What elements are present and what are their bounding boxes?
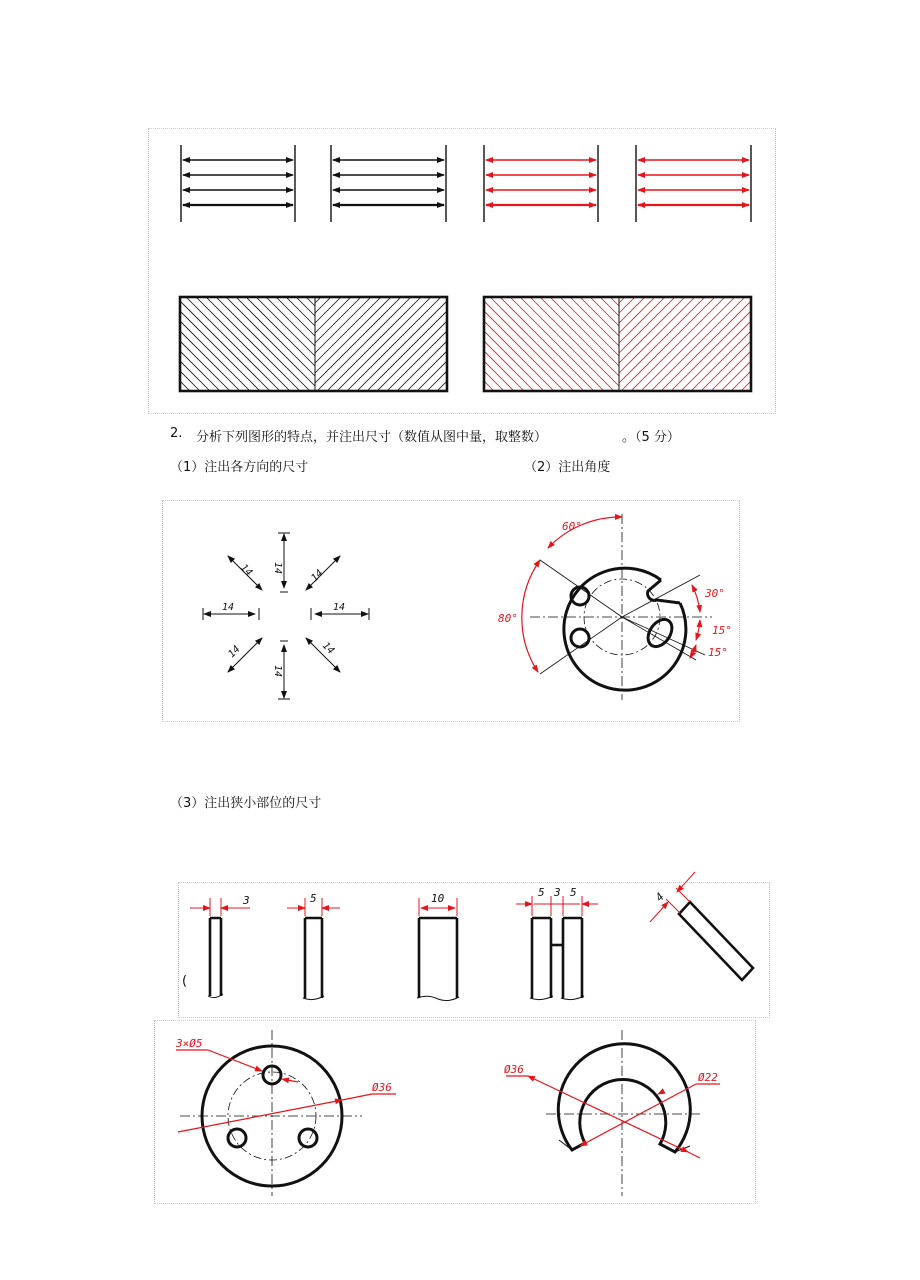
hatch-line (315, 297, 381, 363)
hatch-line (315, 297, 341, 323)
hatch-line (510, 297, 604, 391)
hatch-line (500, 297, 594, 391)
disk-label-holes: 3×Ø5 (176, 1037, 203, 1050)
hatch-line (357, 297, 451, 391)
hatch-line (701, 297, 795, 391)
stray-paren: ( (182, 974, 188, 989)
arrow-group-4 (636, 145, 751, 222)
subquestion-3: （3）注出狭小部位的尺寸 (170, 796, 322, 811)
hatch-rect-right (390, 297, 845, 391)
hatch-line (317, 297, 411, 391)
hatch-line (387, 297, 481, 391)
hatch-line (450, 297, 544, 391)
narrow-label-b: 5 (310, 892, 317, 905)
question-number: 2. (170, 426, 183, 441)
subquestion-1: （1）注出各方向的尺寸 (170, 460, 309, 475)
hatch-line (530, 297, 619, 386)
fig-narrow-labels (242, 886, 667, 907)
hatch-line (520, 297, 614, 391)
hatch-line (681, 297, 775, 391)
hatch-line (216, 297, 310, 391)
question-text: 分析下列图形的特点，并注出尺寸（数值从图中量，取整数） (196, 430, 548, 445)
radial-label-br: 14 (319, 640, 337, 657)
hatch-line (266, 297, 315, 346)
hatch-line (96, 297, 190, 391)
hatch-line (460, 297, 554, 391)
narrow-label-e: 4 (652, 890, 667, 905)
hatch-line (146, 297, 240, 391)
radial-label-bl: 14 (226, 643, 243, 661)
hatch-line (327, 297, 421, 391)
hatch-line (246, 297, 315, 366)
arrow-group-1 (181, 145, 295, 222)
hatch-line (176, 297, 270, 391)
arrow-group-3 (484, 145, 598, 222)
radial-label-tl: 14 (237, 562, 255, 579)
hatch-line (600, 297, 619, 316)
hatch-line (661, 297, 755, 391)
hatch-line (106, 297, 200, 391)
hatch-line (440, 297, 534, 391)
hatch-line (306, 297, 315, 306)
hatch-line (741, 297, 835, 391)
narrow-label-a: 3 (243, 894, 250, 907)
hatch-line (631, 297, 725, 391)
radial-label-bottom: 14 (272, 665, 283, 678)
hatch-line (276, 297, 315, 336)
hatch-line (126, 297, 220, 391)
hatch-line (256, 297, 315, 356)
hatch-line (621, 297, 715, 391)
hatch-line (315, 297, 391, 373)
hatch-line (721, 297, 815, 391)
hatch-line (550, 297, 619, 366)
hatch-line (315, 297, 351, 333)
hatch-line (619, 297, 685, 363)
hatch-line (751, 297, 845, 391)
fig-open-ring (506, 1030, 720, 1196)
narrow-label-d3: 5 (570, 886, 577, 899)
hatch-line (480, 297, 574, 391)
hatch-line (236, 297, 315, 376)
angle-label-left: 80° (498, 612, 518, 625)
hatch-line (619, 297, 655, 333)
hatch-line (731, 297, 825, 391)
hatch-line (619, 297, 645, 323)
hatch-line (490, 297, 584, 391)
hatch-line (315, 297, 361, 343)
question-score: 。（5 分） (622, 430, 680, 445)
hatch-line (540, 297, 619, 376)
angle-label-top: 60° (562, 520, 582, 533)
fig-disk-holes (176, 1030, 396, 1196)
hatch-line (156, 297, 250, 391)
hatch-line (570, 297, 619, 346)
hatch-line (397, 297, 491, 391)
hatch-line (711, 297, 805, 391)
narrow-label-c: 10 (431, 892, 445, 905)
ring-label-outer: Ø36 (504, 1063, 524, 1076)
fig-angle-part (522, 514, 712, 700)
disk-label-outer: Ø36 (372, 1081, 392, 1094)
angle-label-r1: 30° (705, 587, 725, 600)
hatch-line (136, 297, 230, 391)
hatch-line (116, 297, 210, 391)
angle-label-r3: 15° (708, 646, 728, 659)
ring-label-inner: Ø22 (698, 1071, 718, 1084)
hatch-line (347, 297, 441, 391)
hatch-line (560, 297, 619, 356)
radial-label-right: 14 (333, 602, 346, 613)
radial-label-left: 14 (222, 602, 235, 613)
hatch-line (610, 297, 619, 306)
radial-label-top: 14 (272, 562, 283, 575)
fig-radial-dimensions (203, 533, 369, 699)
hatch-line (296, 297, 315, 316)
hatch-line (86, 297, 180, 391)
hatch-line (337, 297, 431, 391)
narrow-label-d1: 5 (538, 886, 545, 899)
subquestion-2: （2）注出角度 (524, 460, 611, 475)
hatch-line (226, 297, 315, 386)
fig-narrow-parts (190, 872, 753, 1001)
hatch-line (377, 297, 471, 391)
angle-label-r2: 15° (712, 624, 732, 637)
hatch-line (619, 297, 695, 373)
hatch-line (619, 297, 665, 343)
hatch-line (619, 297, 635, 313)
hatch-line (206, 297, 300, 391)
hatch-line (691, 297, 785, 391)
hatch-line (186, 297, 280, 391)
hatch-line (641, 297, 735, 391)
hatch-line (196, 297, 290, 391)
hatch-rect-left (86, 297, 541, 391)
arrow-group-2 (331, 145, 446, 222)
hatch-line (651, 297, 745, 391)
hatch-line (580, 297, 619, 336)
radial-label-tr: 14 (309, 567, 326, 585)
narrow-label-d2: 3 (554, 886, 561, 899)
hatch-line (315, 297, 331, 313)
